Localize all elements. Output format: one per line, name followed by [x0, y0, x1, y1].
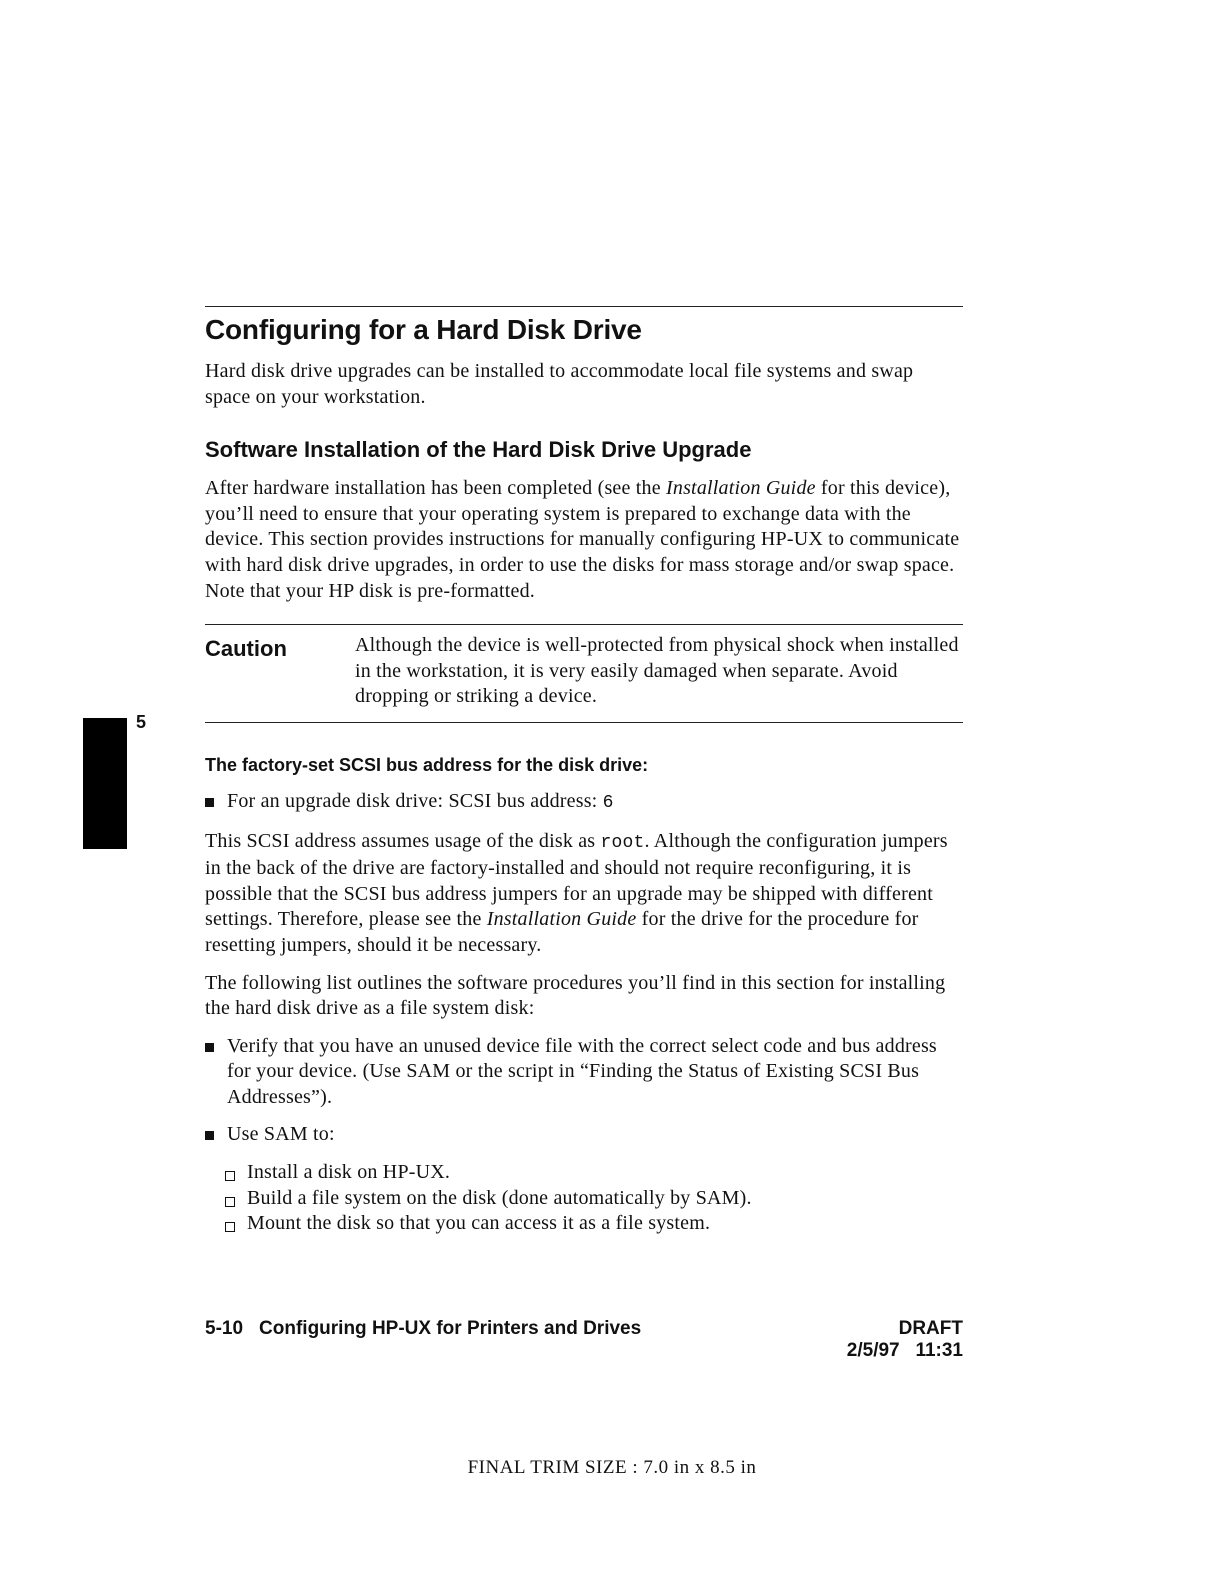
list-item: Use SAM to: — [205, 1122, 963, 1148]
procedures-intro: The following list outlines the software procedures you’ll find in this section for installing the hard disk drive as a file system disk: — [205, 971, 946, 1020]
list-item: Verify that you have an unused device file with the correct select code and bus address for your device. (Use SAM or the script in “Finding the Status of Existing SCSI Bus Addresses”). — [205, 1034, 963, 1111]
caution-label: Caution — [205, 636, 287, 662]
sub-list-item: Mount the disk so that you can access it as a file system. — [205, 1211, 963, 1237]
list-item: For an upgrade disk drive: SCSI bus address: 6 — [205, 789, 963, 817]
footer-status: DRAFT — [898, 1318, 963, 1339]
checkbox-square-icon — [225, 1197, 235, 1207]
footer-chapter-title: Configuring HP-UX for Printers and Drives — [259, 1318, 642, 1339]
caution-text: Although the device is well-protected from physical shock when installed in the workstation, it is very easily damaged when separate. Avoid dropping or striking a device. — [355, 634, 959, 708]
scsi-list — [205, 789, 963, 817]
bullet-icon — [205, 1131, 214, 1140]
footer-page-number: 5-10 — [205, 1318, 244, 1339]
footer-left — [205, 1318, 641, 1340]
section-paragraph: After hardware installation has been completed (see the Installation Guide for this device), you’ll need to ensure that your operating system is prepared to exchange data with the device. This section provides instructions for manually configuring HP-UX to communicate with hard disk drive upgrades, in order to use the disks for mass storage and/or swap space. Note that your HP disk is pre-formatted. — [205, 477, 960, 602]
procedures-list — [205, 1034, 963, 1148]
chapter-tab-marker — [83, 718, 127, 849]
section-heading: Software Installation of the Hard Disk Drive Upgrade — [205, 437, 752, 463]
footer-timestamp: 2/5/97 11:31 — [846, 1340, 963, 1361]
bullet-icon — [205, 1043, 214, 1052]
bullet-icon — [205, 798, 214, 807]
scsi-heading: The factory-set SCSI bus address for the disk drive: — [205, 754, 649, 775]
footer-right — [847, 1318, 963, 1362]
sam-sub-list — [205, 1160, 963, 1237]
sub-list-item: Build a file system on the disk (done automatically by SAM). — [205, 1186, 963, 1212]
trim-size-note: FINAL TRIM SIZE : 7.0 in x 8.5 in — [467, 1457, 757, 1478]
page-content — [205, 306, 963, 1237]
installation-guide-reference: Installation Guide — [666, 477, 816, 500]
page-title: Configuring for a Hard Disk Drive — [205, 314, 642, 345]
sub-list-item: Install a disk on HP-UX. — [205, 1160, 963, 1186]
intro-paragraph: Hard disk drive upgrades can be installed to accommodate local file systems and swap space on your workstation. — [205, 360, 914, 408]
chapter-tab-number: 5 — [136, 712, 147, 732]
caution-box — [205, 624, 963, 723]
checkbox-square-icon — [225, 1222, 235, 1232]
checkbox-square-icon — [225, 1171, 235, 1181]
title-rule — [205, 306, 963, 307]
scsi-paragraph: This SCSI address assumes usage of the disk as root. Although the configuration jumpers in the back of the drive are factory-installed and should not require reconfiguring, it is possible that the SCSI bus address jumpers for an upgrade may be shipped with different settings. Therefore, please see the Installation Guide for the drive for the procedure for resetting jumpers, should it be necessary. — [205, 829, 948, 956]
